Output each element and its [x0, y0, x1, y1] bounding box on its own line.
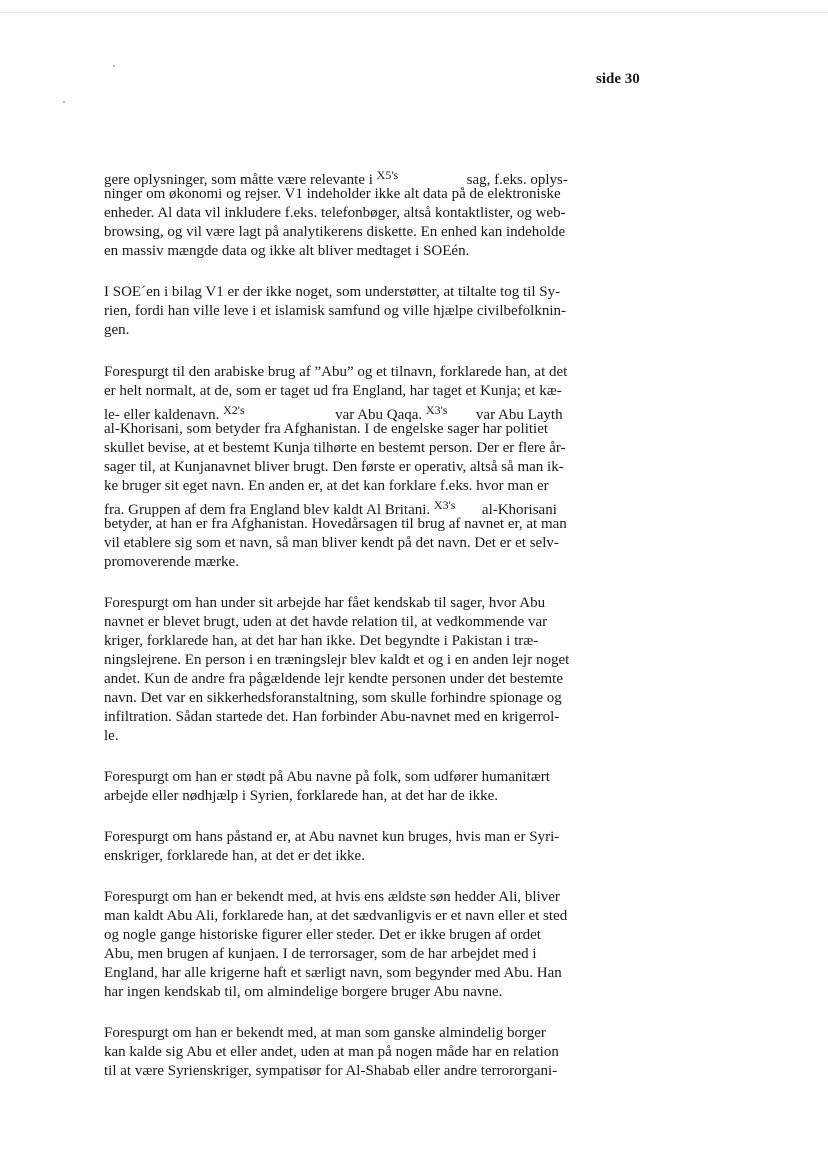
text-line [104, 166, 624, 188]
text-segment: gen. [104, 322, 130, 338]
paragraph-gap [104, 340, 624, 363]
text-line [104, 983, 624, 1002]
text-line [104, 534, 624, 553]
text-segment: betyder, at han er fra Afghanistan. Hovedårsagen til brug af navnet er, at man [104, 516, 567, 532]
redacted-name-placeholder: X2's [223, 403, 245, 417]
paragraph-gap [104, 261, 624, 283]
text-line [104, 223, 624, 242]
paragraph-gap [104, 806, 624, 828]
scan-top-edge [0, 12, 828, 13]
text-line [104, 439, 624, 458]
page-number: side 30 [596, 71, 640, 87]
text-segment: I SOE´en i bilag V1 er der ikke noget, som understøtter, at tiltalte tog til Sy- [104, 284, 561, 300]
text-segment: le- eller kaldenavn. [104, 407, 224, 423]
text-segment: al-Khorisani, som betyder fra Afghanistan. I de engelske sager har politiet [104, 421, 549, 437]
text-line [104, 613, 624, 632]
text-line [104, 594, 624, 613]
text-segment: er helt normalt, at de, som er taget ud fra England, har taget et Kunja; et kæ- [104, 383, 562, 399]
text-line [104, 515, 624, 534]
text-segment: Forespurgt om hans påstand er, at Abu navnet kun bruges, hvis man er Syri- [104, 829, 560, 845]
text-line [104, 828, 624, 847]
paragraph-gap [104, 746, 624, 768]
text-segment: Forespurgt om han under sit arbejde har fået kendskab til sager, hvor Abu [104, 595, 546, 611]
text-segment: fra. Gruppen af dem fra England blev kaldt Al Britani. [104, 502, 434, 518]
redacted-name-placeholder: X3's [433, 498, 456, 512]
text-line [104, 888, 624, 907]
paragraph [104, 363, 624, 572]
text-segment: arbejde eller nødhjælp i Syrien, forklarede han, at det har de ikke. [104, 788, 499, 804]
text-segment: ninger om økonomi og rejser. V1 indeholder ikke alt data på de elektroniske [104, 186, 561, 202]
text-line [104, 302, 624, 321]
text-line [104, 185, 624, 204]
text-segment: navnet er blevet brugt, uden at det havde relation til, at vedkommende var [104, 614, 548, 630]
text-segment: kriger, forklarede han, at det har han ikke. Det begyndte i Pakistan i træ- [104, 633, 539, 649]
text-segment: var Abu Qaqa. [335, 407, 426, 423]
text-line [104, 242, 624, 261]
text-line [104, 1043, 624, 1062]
text-segment: enskriger, forklarede han, at det er det ikke. [104, 848, 365, 864]
text-segment: sag, f.eks. oplys- [466, 172, 568, 188]
paragraph [104, 594, 624, 746]
text-line [104, 363, 624, 382]
text-line [104, 651, 624, 670]
text-segment: og nogle gange historiske figurer eller steder. Det er ikke brugen af ordet [104, 927, 541, 943]
text-segment: Forespurgt om han er stødt på Abu navne på folk, som udfører humanitært [104, 769, 550, 785]
text-segment: Forespurgt til den arabiske brug af ”Abu” og et tilnavn, forklarede han, at det [104, 364, 568, 380]
text-segment: var Abu Layth [475, 407, 563, 423]
text-segment: navn. Det var en sikkerhedsforanstaltning, som skulle forhindre spionage og [104, 690, 562, 706]
text-line [104, 420, 624, 439]
text-line [104, 382, 624, 401]
text-line [104, 964, 624, 983]
redacted-name-placeholder: X3's [425, 403, 448, 417]
text-segment: browsing, og vil være lagt på analytikerens diskette. En enhed kan indeholde [104, 224, 566, 240]
redacted-name-placeholder: X5's [376, 168, 399, 182]
paragraph-gap [104, 1002, 624, 1024]
text-segment: man kaldt Abu Ali, forklarede han, at det sædvanligvis er et navn eller et sted [104, 908, 568, 924]
text-segment: skullet bevise, at et bestemt Kunja tilhørte en bestemt person. Der er flere år- [104, 440, 566, 456]
text-segment: infiltration. Sådan startede det. Han forbinder Abu-navnet med en krigerrol- [104, 709, 560, 725]
text-segment: ke bruger sit eget navn. En anden er, at det kan forklare f.eks. hvor man er [104, 478, 549, 494]
text-line [104, 945, 624, 964]
text-segment: Forespurgt om han er bekendt med, at man som ganske almindelig borger [104, 1025, 546, 1041]
text-segment: enheder. Al data vil inkludere f.eks. telefonbøger, altså kontaktlister, og web- [104, 205, 566, 221]
text-segment: le. [104, 728, 119, 744]
text-line [104, 907, 624, 926]
text-segment: al-Khorisani [481, 502, 557, 518]
text-segment: gere oplysninger, som måtte være relevante i [104, 172, 377, 188]
text-segment: sager til, at Kunjanavnet bliver brugt. Den første er operativ, altså så man ik- [104, 459, 564, 475]
text-segment: har ingen kendskab til, om almindelige borgere bruger Abu navne. [104, 984, 503, 1000]
text-segment: England, har alle krigerne haft et særligt navn, som begynder med Abu. Han [104, 965, 562, 981]
text-segment: promoverende mærke. [104, 554, 239, 570]
paragraph-gap [104, 572, 624, 594]
text-line [104, 204, 624, 223]
text-line [104, 847, 624, 866]
scan-speck [63, 101, 65, 103]
text-segment: en massiv mængde data og ikke alt bliver medtaget i SOEén. [104, 243, 470, 259]
paragraph [104, 888, 624, 1002]
text-segment: vil etablere sig som et navn, så man bliver kendt på det navn. Det er et selv- [104, 535, 559, 551]
text-line [104, 1062, 624, 1081]
text-segment: andet. Kun de andre fra pågældende lejr kendte personen under det bestemte [104, 671, 563, 687]
text-line [104, 401, 624, 423]
text-line [104, 496, 624, 518]
text-line [104, 689, 624, 708]
text-line [104, 458, 624, 477]
text-segment: Abu, men brugen af kunjaen. I de terrorsager, som de har arbejdet med i [104, 946, 537, 962]
paragraph [104, 828, 624, 866]
text-segment: Forespurgt om han er bekendt med, at hvis ens ældste søn hedder Ali, bliver [104, 889, 560, 905]
text-line [104, 708, 624, 727]
text-line [104, 632, 624, 651]
text-line [104, 283, 624, 302]
document-body [104, 166, 624, 1081]
paragraph [104, 166, 624, 261]
scan-speck [113, 65, 115, 67]
text-segment: rien, fordi han ville leve i et islamisk samfund og ville hjælpe civilbefolknin- [104, 303, 566, 319]
text-line [104, 926, 624, 945]
text-segment: til at være Syrienskriger, sympatisør for Al-Shabab eller andre terrororgani- [104, 1063, 558, 1079]
text-line [104, 787, 624, 806]
paragraph [104, 768, 624, 806]
paragraph [104, 283, 624, 340]
text-line [104, 477, 624, 496]
paragraph-gap [104, 866, 624, 888]
text-line [104, 553, 624, 572]
text-line [104, 727, 624, 746]
text-segment: kan kalde sig Abu et eller andet, uden at man på nogen måde har en relation [104, 1044, 559, 1060]
text-line [104, 768, 624, 787]
paragraph [104, 1024, 624, 1081]
text-line [104, 321, 624, 340]
text-segment: ningslejrene. En person i en træningslejr blev kaldt et og i en anden lejr noget [104, 652, 570, 668]
text-line [104, 670, 624, 689]
text-line [104, 1024, 624, 1043]
